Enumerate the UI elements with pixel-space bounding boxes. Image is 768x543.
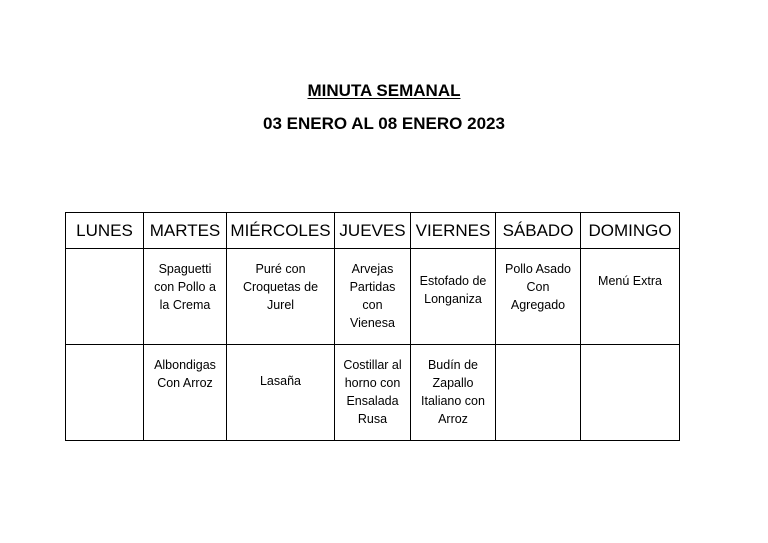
cell-martes-2 bbox=[144, 345, 227, 441]
table-header-row bbox=[66, 213, 680, 249]
header-martes: MARTES bbox=[144, 213, 227, 249]
header-miercoles: MIÉRCOLES bbox=[227, 213, 335, 249]
dish-text: Puré con Croquetas de Jurel bbox=[242, 262, 319, 312]
document-subtitle: 03 ENERO AL 08 ENERO 2023 bbox=[263, 114, 505, 133]
cell-sabado-1 bbox=[496, 249, 581, 345]
dish-text bbox=[496, 345, 580, 356]
table-row bbox=[66, 249, 680, 345]
cell-viernes-2 bbox=[411, 345, 496, 441]
cell-domingo-2 bbox=[581, 345, 680, 441]
dish-text: Menú Extra bbox=[598, 274, 662, 288]
weekly-menu-table bbox=[65, 212, 680, 441]
cell-martes-1 bbox=[144, 249, 227, 345]
dish-text: Budín de Zapallo Italiano con Arroz bbox=[421, 358, 485, 426]
header-domingo: DOMINGO bbox=[581, 213, 680, 249]
dish-text bbox=[66, 345, 143, 356]
dish-text: Albondigas Con Arroz bbox=[154, 358, 216, 390]
dish-text: Costillar al horno con Ensalada Rusa bbox=[343, 358, 402, 426]
cell-jueves-2 bbox=[335, 345, 411, 441]
cell-sabado-2 bbox=[496, 345, 581, 441]
document-title: MINUTA SEMANAL bbox=[307, 81, 461, 100]
cell-domingo-1 bbox=[581, 249, 680, 345]
header-lunes: LUNES bbox=[66, 213, 144, 249]
dish-text bbox=[581, 345, 679, 356]
dish-text: Arvejas Partidas con Vienesa bbox=[349, 262, 396, 330]
cell-miercoles-2 bbox=[227, 345, 335, 441]
dish-text bbox=[66, 249, 143, 260]
cell-lunes-1 bbox=[66, 249, 144, 345]
header-viernes: VIERNES bbox=[411, 213, 496, 249]
cell-viernes-1 bbox=[411, 249, 496, 345]
cell-lunes-2 bbox=[66, 345, 144, 441]
dish-text: Pollo Asado Con Agregado bbox=[504, 262, 572, 312]
table-row bbox=[66, 345, 680, 441]
header-sabado: SÁBADO bbox=[496, 213, 581, 249]
cell-jueves-1 bbox=[335, 249, 411, 345]
header-jueves: JUEVES bbox=[335, 213, 411, 249]
dish-text: Spaguetti con Pollo a la Crema bbox=[154, 262, 216, 312]
cell-miercoles-1 bbox=[227, 249, 335, 345]
dish-text: Estofado de Longaniza bbox=[419, 274, 487, 306]
dish-text: Lasaña bbox=[259, 374, 301, 388]
